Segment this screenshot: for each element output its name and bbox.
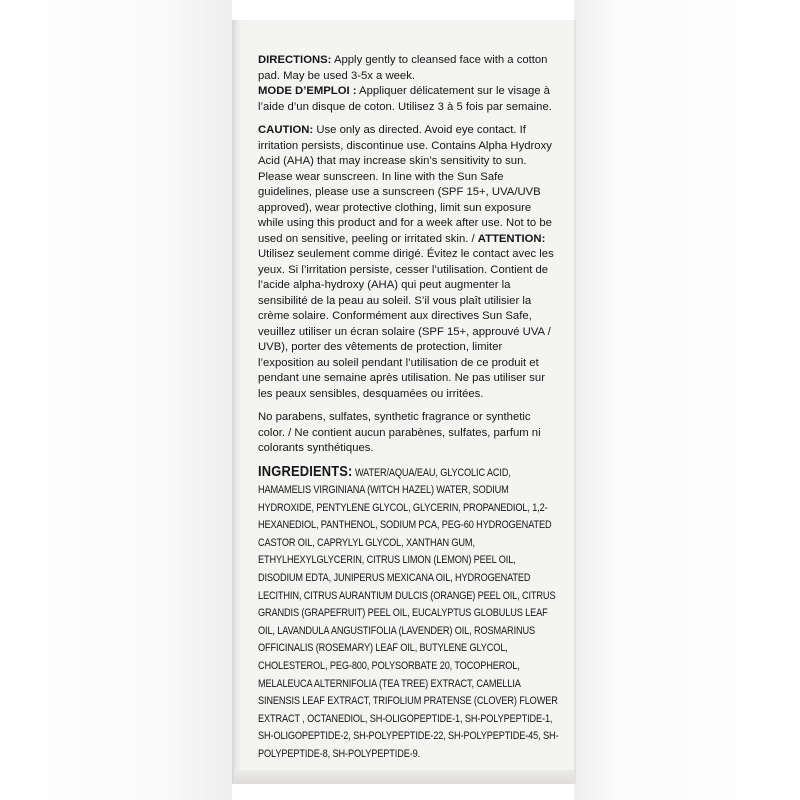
- caution-label-en: CAUTION:: [258, 124, 314, 136]
- spacer: [258, 402, 560, 410]
- caution-section: [258, 123, 560, 402]
- directions-text-en: Apply gently to cleansed face with a cotton pad. May be used 3-5x a week.: [258, 54, 548, 82]
- ingredients-label: INGREDIENTS:: [258, 462, 353, 480]
- ingredients-list: WATER/AQUA/EAU, GLYCOLIC ACID, HAMAMELIS VIRGINIANA (WITCH HAZEL) WATER, SODIUM HYDROXIDE, PENTYLENE GLYCOL, GLYCERIN, PROPANEDIOL, 1,2-HEXANEDIOL, PANTHENOL, SODIUM PCA, PEG-60 HYDROGENATED CASTOR OIL, CAPRYLYL GLYCOL, XANTHAN GUM, ETHYLHEXYLGLYCERIN, CITRUS LIMON (LEMON) PEEL OIL, DISODIUM EDTA, JUNIPERUS MEXICANA OIL, HYDROGENATED LECITHIN, CITRUS AURANTIUM DULCIS (ORANGE) PEEL OIL, CITRUS GRANDIS (GRAPEFRUIT) PEEL OIL, EUCALYPTUS GLOBULUS LEAF OIL, LAVANDULA ANGUSTIFOLIA (LAVENDER) OIL, ROSMARINUS OFFICINALIS (ROSEMARY) LEAF OIL, BUTYLENE GLYCOL, CHOLESTEROL, PEG-800, POLYSORBATE 20, TOCOPHEROL, MELALEUCA ALTERNIFOLIA (TEA TREE) EXTRACT, CAMELLIA SINENSIS LEAF EXTRACT, TRIFOLIUM PRATENSE (CLOVER) FLOWER EXTRACT , OCTANEDIOL, SH-OLIGOPEPTIDE-1, SH-POLYPEPTIDE-1, SH-OLIGOPEPTIDE-2, SH-POLYPEPTIDE-22, SH-POLYPEPTIDE-45, SH-POLYPEPTIDE-8, SH-POLYPEPTIDE-9.: [258, 466, 559, 760]
- caution-label-fr: ATTENTION:: [477, 232, 546, 245]
- caution-text-fr: Utilisez seulement comme dirigé. Évitez le contact avec les yeux. Si l’irritation persiste, cesser l’utilisation. Contient de l’acide alpha-hydroxy (AHA) qui peut augmenter la sensibilité de la peau au soleil. S’il vous plaît utilisier la crème solaire. Conformément aux directives Sun Safe, veuillez utiliser un écran solaire (SPF 15+, approuvé UVA / UVB), porter des vêtements de protection, limiter l’exposition au soleil pendant l’utilisation de ce produit et pendant une semaine après utilisation. Ne pas utiliser sur les peaux sensibles, desquamées ou irritées.: [258, 248, 554, 400]
- panel-bottom-edge: [234, 770, 574, 784]
- ingredients-section: [258, 463, 561, 764]
- directions-label-en: DIRECTIONS:: [258, 54, 332, 66]
- spacer: [258, 115, 560, 123]
- label-content: [258, 53, 560, 764]
- directions-section: [258, 53, 560, 115]
- background-left: [0, 0, 232, 800]
- caution-text-en: Use only as directed. Avoid eye contact. If irritation persists, discontinue use. Contains Alpha Hydroxy Acid (AHA) that may increase skin’s sensitivity to sun. Please wear sunscreen. In line with the Sun Safe guidelines, please use a sunscreen (SPF 15+, UVA/UVB approved), wear protective clothing, limit sun exposure while using this product and for a week after use. Not to be used on sensitive, peeling or irritated skin. /: [258, 124, 552, 245]
- free-from-statement: No parabens, sulfates, synthetic fragrance or synthetic color. / Ne contient aucun parabènes, sulfates, parfum ni colorants synthétiques.: [258, 411, 541, 454]
- package-side-panel: [232, 20, 576, 784]
- directions-text-fr: Appliquer délicatement sur le visage à l’aide d’un disque de coton. Utilisez 3 à 5 fois par semaine.: [258, 85, 552, 113]
- directions-label-fr: MODE D’EMPLOI :: [258, 85, 357, 97]
- background-right: [574, 0, 800, 800]
